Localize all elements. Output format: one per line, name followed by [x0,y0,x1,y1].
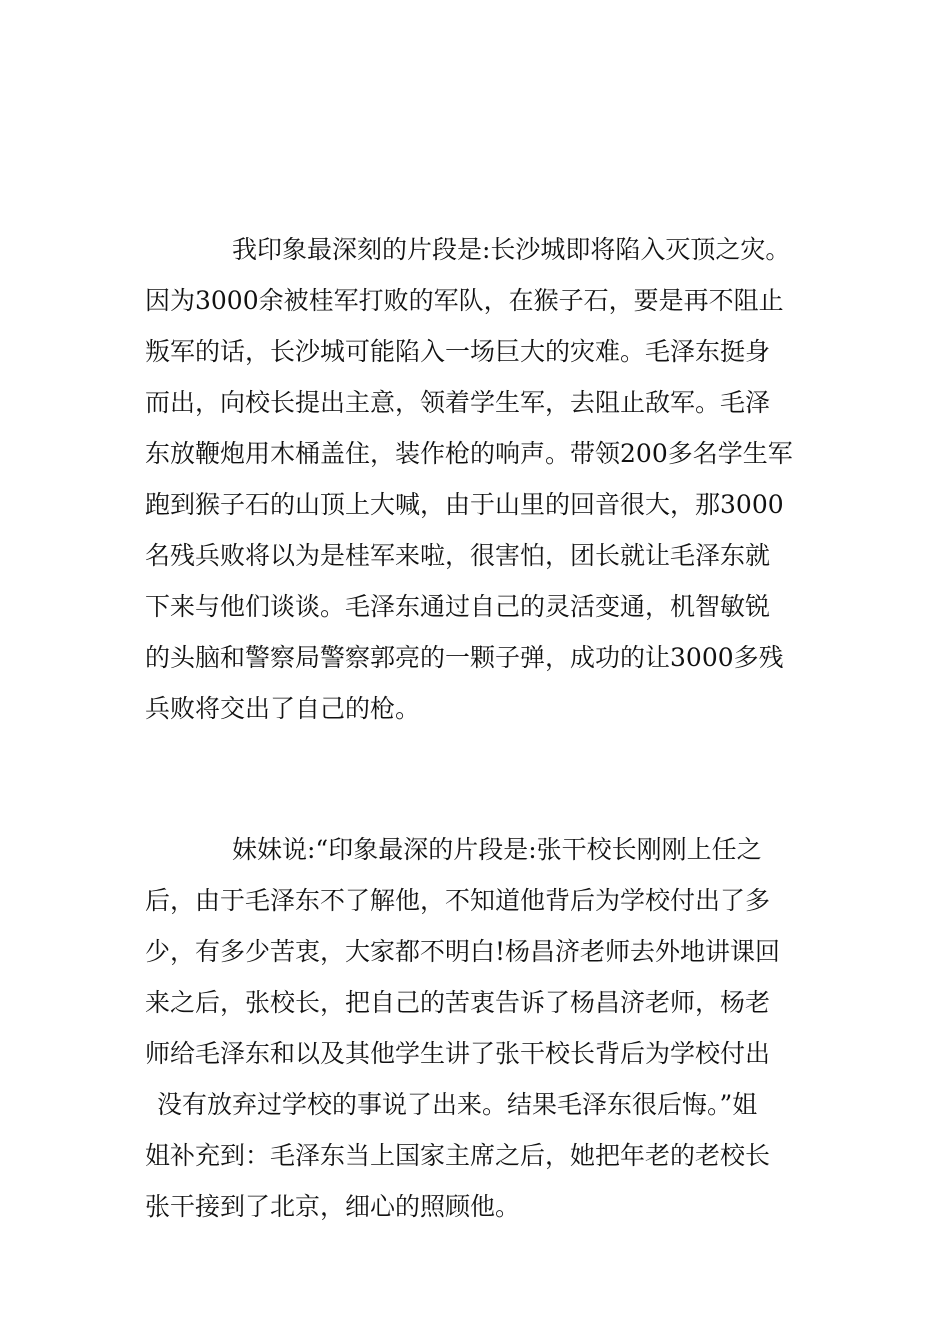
text-line: 姐补充到：毛泽东当上国家主席之后，她把年老的老校长 [145,1141,771,1170]
paragraph-2 [145,824,810,1232]
text-line: 师给毛泽东和以及其他学生讲了张干校长背后为学校付出 [145,1039,771,1068]
paragraph-1 [145,224,810,734]
text-line: 因为3000余被桂军打败的军队，在猴子石，要是再不阻止 [145,286,784,315]
text-line: 我印象最深刻的片段是:长沙城即将陷入灭顶之灾。 [232,235,791,264]
text-line: 兵败将交出了自己的枪。 [145,694,421,723]
text-line: 没有放弃过学校的事说了出来。结果毛泽东很后悔。”姐 [157,1090,758,1119]
text-line: 叛军的话，长沙城可能陷入一场巨大的灾难。毛泽东挺身 [145,337,771,366]
text-line: 后，由于毛泽东不了解他，不知道他背后为学校付出了多 [145,886,771,915]
text-line: 名残兵败将以为是桂军来啦，很害怕，团长就让毛泽东就 [145,541,771,570]
text-line: 少，有多少苦衷，大家都不明白!杨昌济老师去外地讲课回 [145,937,781,966]
text-line: 跑到猴子石的山顶上大喊，由于山里的回音很大，那3000 [145,490,784,519]
text-line: 妹妹说:“印象最深的片段是:张干校长刚刚上任之 [232,835,762,864]
text-line: 下来与他们谈谈。毛泽东通过自己的灵活变通，机智敏锐 [145,592,771,621]
text-line: 而出，向校长提出主意，领着学生军，去阻止敌军。毛泽 [145,388,771,417]
text-line: 的头脑和警察局警察郭亮的一颗子弹，成功的让3000多残 [145,643,784,672]
text-line: 东放鞭炮用木桶盖住，装作枪的响声。带领200多名学生军 [145,439,793,468]
text-line: 来之后，张校长，把自己的苦衷告诉了杨昌济老师，杨老 [145,988,771,1017]
text-line: 张干接到了北京，细心的照顾他。 [145,1192,521,1221]
